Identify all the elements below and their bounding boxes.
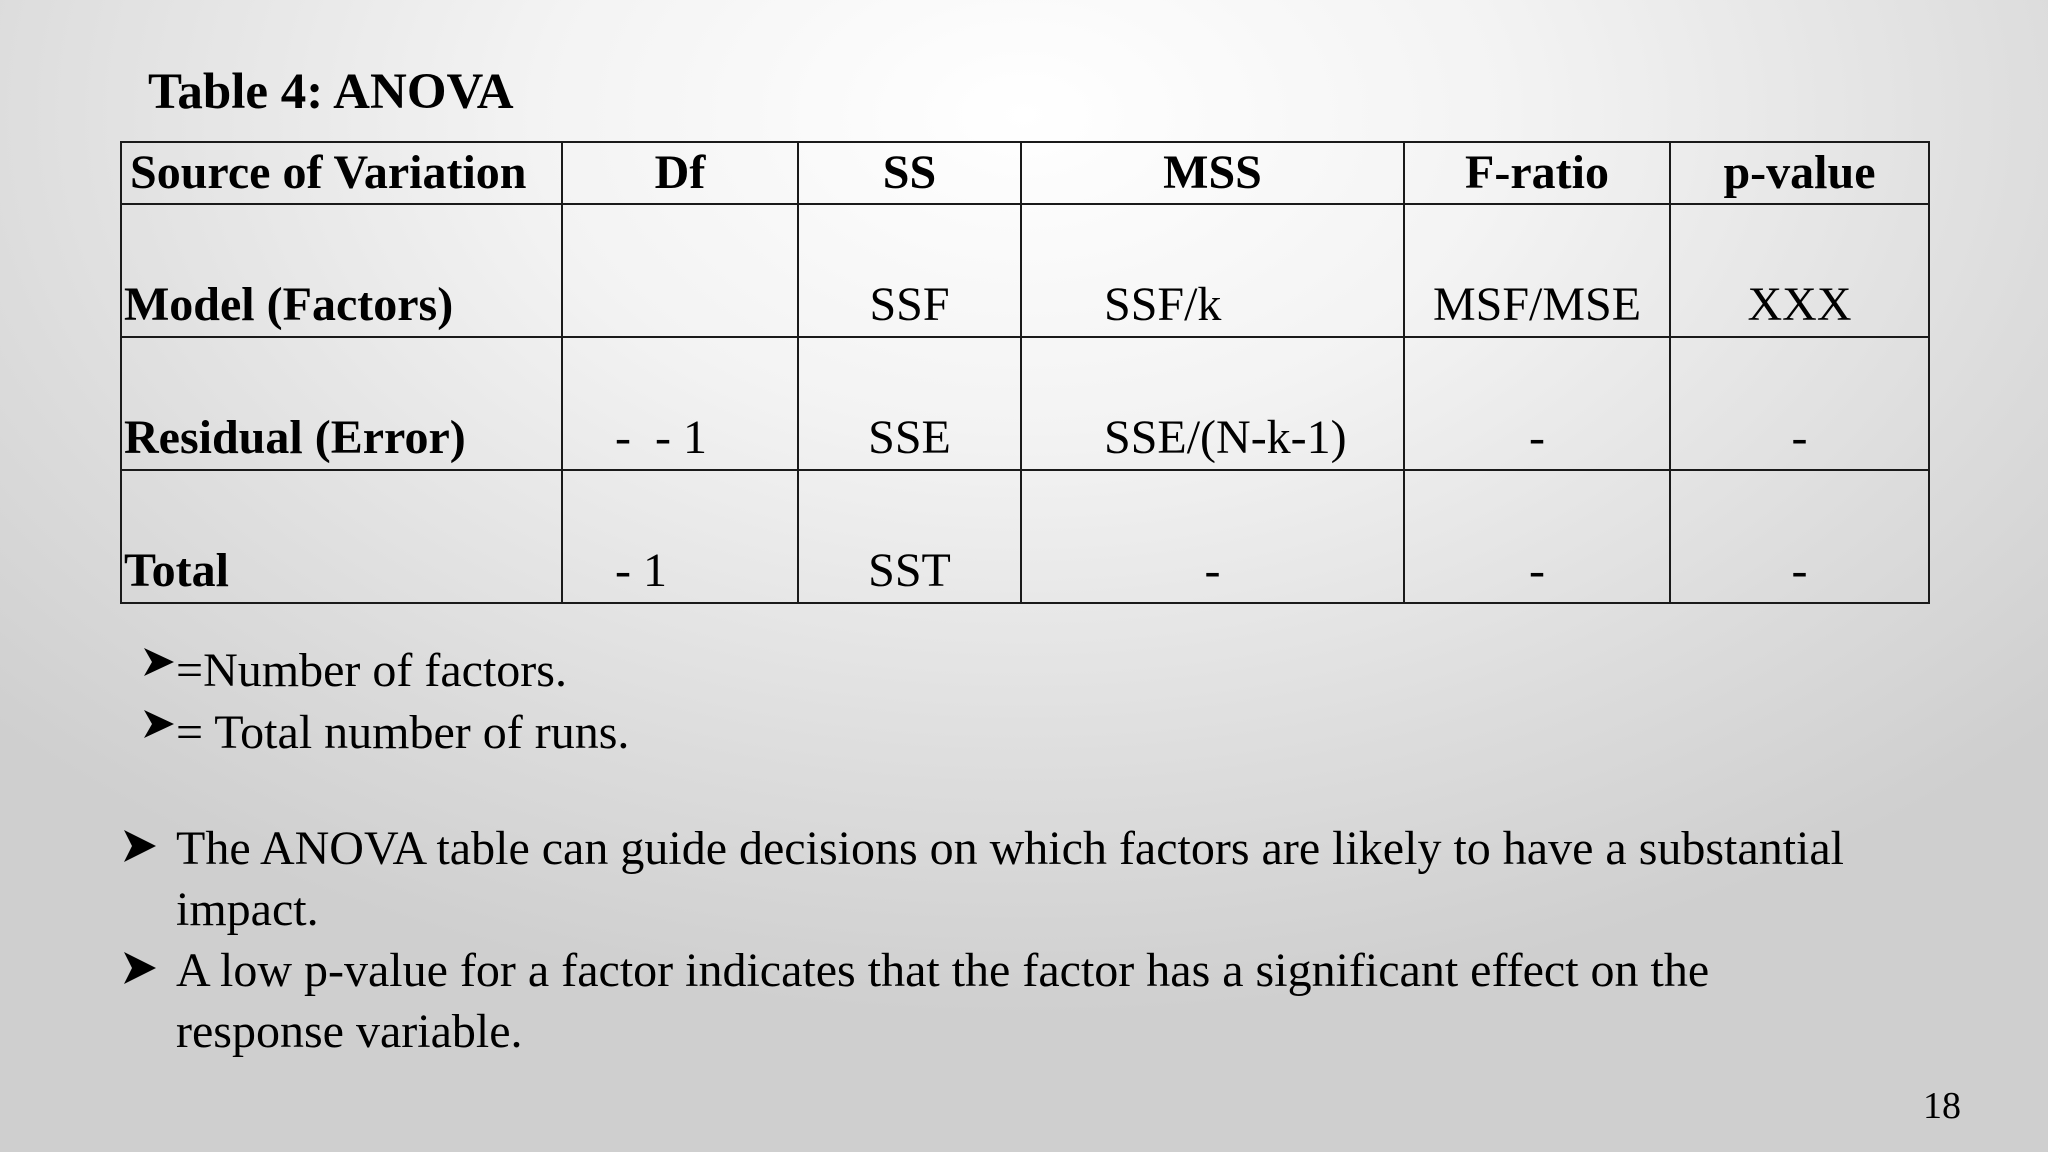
arrow-bullet-icon [120, 826, 176, 866]
bullet-text: A low p-value for a factor indicates that the factor has a significant effect on the response variable. [176, 944, 1710, 1058]
cell-residual-mss: SSE/(N-k-1) [1021, 337, 1404, 470]
list-item [120, 818, 1860, 940]
table-row [121, 204, 1929, 337]
arrow-bullet-icon [142, 706, 176, 746]
table-row [121, 470, 1929, 603]
row-label-total: Total [121, 470, 562, 603]
arrow-bullet-icon [142, 644, 176, 684]
table-row [121, 337, 1929, 470]
header-source-of-variation: Source of Variation [121, 142, 562, 204]
cell-total-p-value: - [1670, 470, 1929, 603]
page-number: 18 [1923, 1085, 1961, 1127]
anova-table [120, 141, 1930, 604]
definition-text: = Total number of runs. [176, 706, 630, 759]
bullet-text: The ANOVA table can guide decisions on which factors are likely to have a substantial impact. [176, 822, 1844, 936]
row-label-residual: Residual (Error) [121, 337, 562, 470]
cell-residual-df: - - 1 [562, 337, 798, 470]
cell-residual-f-ratio: - [1404, 337, 1670, 470]
cell-total-f-ratio: - [1404, 470, 1670, 603]
cell-model-f-ratio: MSF/MSE [1404, 204, 1670, 337]
slide-title: Table 4: ANOVA [148, 64, 514, 120]
cell-total-ss: SST [798, 470, 1021, 603]
definition-text: =Number of factors. [176, 644, 567, 697]
cell-model-ss: SSF [798, 204, 1021, 337]
header-p-value: p-value [1670, 142, 1929, 204]
cell-model-mss: SSF/k [1021, 204, 1404, 337]
cell-residual-ss: SSE [798, 337, 1021, 470]
cell-model-p-value: XXX [1670, 204, 1929, 337]
list-item [142, 640, 629, 702]
header-ss: SS [798, 142, 1021, 204]
list-item [120, 940, 1860, 1062]
bullet-list [120, 818, 1860, 1062]
header-df: Df [562, 142, 798, 204]
cell-residual-p-value: - [1670, 337, 1929, 470]
arrow-bullet-icon [120, 948, 176, 988]
cell-model-df [562, 204, 798, 337]
table-header-row [121, 142, 1929, 204]
header-f-ratio: F-ratio [1404, 142, 1670, 204]
cell-total-mss: - [1021, 470, 1404, 603]
header-mss: MSS [1021, 142, 1404, 204]
row-label-model: Model (Factors) [121, 204, 562, 337]
list-item [142, 702, 629, 764]
definitions-list [142, 640, 629, 764]
cell-total-df: - 1 [562, 470, 798, 603]
